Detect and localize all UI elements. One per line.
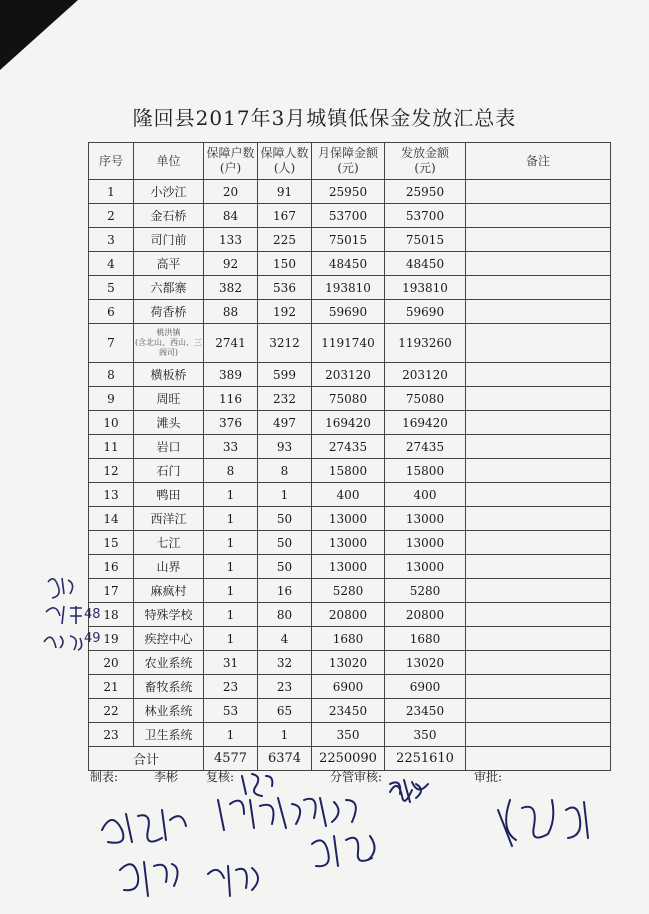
row-paid-amount: 350	[385, 723, 466, 747]
row-unit: 麻疯村	[134, 579, 204, 603]
row-households: 92	[204, 252, 258, 276]
row-number: 20	[89, 651, 134, 675]
row-paid-amount: 13000	[385, 531, 466, 555]
row-persons: 50	[258, 531, 312, 555]
row-unit: 高平	[134, 252, 204, 276]
header-unit: 单位	[134, 143, 204, 180]
table-row	[89, 723, 611, 747]
supervisor-label: 分管审核:	[330, 770, 383, 784]
row-households: 1	[204, 603, 258, 627]
row-number: 19	[89, 627, 134, 651]
table-row	[89, 411, 611, 435]
row-households: 84	[204, 204, 258, 228]
row-monthly-amount: 1191740	[312, 324, 385, 363]
row-monthly-amount: 53700	[312, 204, 385, 228]
row-households: 389	[204, 363, 258, 387]
row-unit: 畜牧系统	[134, 675, 204, 699]
header-households: 保障户数 (户)	[204, 143, 258, 180]
row-number: 4	[89, 252, 134, 276]
header-row	[89, 143, 611, 180]
row-paid-amount: 75015	[385, 228, 466, 252]
row-persons: 80	[258, 603, 312, 627]
table-row	[89, 435, 611, 459]
summary-table	[88, 142, 611, 771]
row-number: 17	[89, 579, 134, 603]
row-persons: 91	[258, 180, 312, 204]
row-unit: 岩口	[134, 435, 204, 459]
row-persons: 150	[258, 252, 312, 276]
row-remarks	[466, 531, 611, 555]
row-persons: 93	[258, 435, 312, 459]
row-paid-amount: 15800	[385, 459, 466, 483]
margin-note-19: 49	[84, 631, 101, 646]
table-row	[89, 300, 611, 324]
row-remarks	[466, 507, 611, 531]
row-persons: 536	[258, 276, 312, 300]
row-monthly-amount: 193810	[312, 276, 385, 300]
total-households: 4577	[204, 747, 258, 771]
row-number: 6	[89, 300, 134, 324]
row-number: 8	[89, 363, 134, 387]
table-row	[89, 531, 611, 555]
row-households: 376	[204, 411, 258, 435]
table-body	[89, 180, 611, 747]
row-remarks	[466, 252, 611, 276]
row-paid-amount: 5280	[385, 579, 466, 603]
total-remarks	[466, 747, 611, 771]
table-row	[89, 627, 611, 651]
row-monthly-amount: 13000	[312, 531, 385, 555]
row-unit: 农业系统	[134, 651, 204, 675]
row-number: 23	[89, 723, 134, 747]
row-paid-amount: 13000	[385, 555, 466, 579]
handwritten-signatures	[90, 770, 630, 910]
row-remarks	[466, 675, 611, 699]
table-row	[89, 507, 611, 531]
row-unit: 司门前	[134, 228, 204, 252]
row-paid-amount: 75080	[385, 387, 466, 411]
row-number: 12	[89, 459, 134, 483]
row-unit: 小沙江	[134, 180, 204, 204]
row-persons: 32	[258, 651, 312, 675]
page-title: 隆回县2017年3月城镇低保金发放汇总表	[132, 106, 517, 130]
row-remarks	[466, 387, 611, 411]
row-unit: 周旺	[134, 387, 204, 411]
row-paid-amount: 59690	[385, 300, 466, 324]
row-monthly-amount: 75080	[312, 387, 385, 411]
row-remarks	[466, 603, 611, 627]
table-row	[89, 675, 611, 699]
row-persons: 50	[258, 507, 312, 531]
row-households: 88	[204, 300, 258, 324]
row-remarks	[466, 300, 611, 324]
row-paid-amount: 25950	[385, 180, 466, 204]
row-monthly-amount: 203120	[312, 363, 385, 387]
row-households: 1	[204, 507, 258, 531]
reviewer-label: 复核:	[206, 770, 235, 784]
row-number: 18	[89, 603, 134, 627]
row-persons: 1	[258, 723, 312, 747]
row-persons: 16	[258, 579, 312, 603]
row-number: 15	[89, 531, 134, 555]
row-monthly-amount: 350	[312, 723, 385, 747]
table-row	[89, 555, 611, 579]
row-number: 13	[89, 483, 134, 507]
row-number: 9	[89, 387, 134, 411]
table-row	[89, 204, 611, 228]
row-unit: 六都寨	[134, 276, 204, 300]
row-remarks	[466, 363, 611, 387]
header-no: 序号	[89, 143, 134, 180]
row-persons: 1	[258, 483, 312, 507]
table-row	[89, 363, 611, 387]
header-persons: 保障人数 (人)	[258, 143, 312, 180]
row-monthly-amount: 20800	[312, 603, 385, 627]
row-households: 1	[204, 483, 258, 507]
row-number: 7	[89, 324, 134, 363]
margin-handwriting-scribble	[40, 572, 90, 662]
row-monthly-amount: 25950	[312, 180, 385, 204]
row-number: 11	[89, 435, 134, 459]
row-paid-amount: 203120	[385, 363, 466, 387]
row-number: 3	[89, 228, 134, 252]
row-persons: 232	[258, 387, 312, 411]
row-number: 22	[89, 699, 134, 723]
header-monthly-amount: 月保障金额 (元)	[312, 143, 385, 180]
row-monthly-amount: 15800	[312, 459, 385, 483]
total-paid: 2251610	[385, 747, 466, 771]
row-persons: 192	[258, 300, 312, 324]
row-households: 31	[204, 651, 258, 675]
table-row	[89, 699, 611, 723]
row-number: 16	[89, 555, 134, 579]
row-households: 33	[204, 435, 258, 459]
table-row	[89, 180, 611, 204]
total-row	[89, 747, 611, 771]
row-unit: 疾控中心	[134, 627, 204, 651]
row-households: 1	[204, 723, 258, 747]
row-persons: 599	[258, 363, 312, 387]
row-remarks	[466, 555, 611, 579]
table-row	[89, 651, 611, 675]
row-number: 10	[89, 411, 134, 435]
row-unit: 西洋江	[134, 507, 204, 531]
row-paid-amount: 169420	[385, 411, 466, 435]
table-row	[89, 324, 611, 363]
row-unit: 石门	[134, 459, 204, 483]
row-unit: 横板桥	[134, 363, 204, 387]
row-remarks	[466, 699, 611, 723]
table-row	[89, 387, 611, 411]
row-unit: 鸭田	[134, 483, 204, 507]
scanner-shadow-corner	[0, 0, 78, 70]
row-unit: 金石桥	[134, 204, 204, 228]
row-persons: 497	[258, 411, 312, 435]
row-households: 133	[204, 228, 258, 252]
row-remarks	[466, 723, 611, 747]
row-paid-amount: 1680	[385, 627, 466, 651]
header-remarks: 备注	[466, 143, 611, 180]
row-households: 20	[204, 180, 258, 204]
row-households: 23	[204, 675, 258, 699]
row-remarks	[466, 204, 611, 228]
row-monthly-amount: 13000	[312, 555, 385, 579]
row-remarks	[466, 411, 611, 435]
row-monthly-amount: 48450	[312, 252, 385, 276]
table-row	[89, 459, 611, 483]
row-remarks	[466, 276, 611, 300]
row-unit: 七江	[134, 531, 204, 555]
row-remarks	[466, 483, 611, 507]
approver-label: 审批:	[474, 770, 503, 784]
row-remarks	[466, 627, 611, 651]
row-paid-amount: 400	[385, 483, 466, 507]
row-remarks	[466, 228, 611, 252]
row-number: 2	[89, 204, 134, 228]
total-persons: 6374	[258, 747, 312, 771]
row-number: 5	[89, 276, 134, 300]
row-remarks	[466, 435, 611, 459]
row-persons: 225	[258, 228, 312, 252]
row-paid-amount: 193810	[385, 276, 466, 300]
row-households: 1	[204, 579, 258, 603]
row-remarks	[466, 579, 611, 603]
row-persons: 8	[258, 459, 312, 483]
table-row	[89, 483, 611, 507]
row-persons: 3212	[258, 324, 312, 363]
row-households: 1	[204, 627, 258, 651]
row-persons: 167	[258, 204, 312, 228]
preparer-label: 制表:	[90, 770, 119, 784]
row-monthly-amount: 27435	[312, 435, 385, 459]
row-remarks	[466, 180, 611, 204]
row-unit: 特殊学校	[134, 603, 204, 627]
row-unit: 山界	[134, 555, 204, 579]
row-persons: 4	[258, 627, 312, 651]
table-row	[89, 579, 611, 603]
row-monthly-amount: 59690	[312, 300, 385, 324]
header-paid-amount: 发放金额 (元)	[385, 143, 466, 180]
row-paid-amount: 13020	[385, 651, 466, 675]
row-households: 382	[204, 276, 258, 300]
row-unit: 滩头	[134, 411, 204, 435]
row-persons: 65	[258, 699, 312, 723]
row-paid-amount: 6900	[385, 675, 466, 699]
row-paid-amount: 48450	[385, 252, 466, 276]
row-monthly-amount: 5280	[312, 579, 385, 603]
row-persons: 23	[258, 675, 312, 699]
row-paid-amount: 23450	[385, 699, 466, 723]
row-paid-amount: 27435	[385, 435, 466, 459]
row-households: 2741	[204, 324, 258, 363]
table-row	[89, 228, 611, 252]
table-row	[89, 603, 611, 627]
row-households: 1	[204, 555, 258, 579]
row-monthly-amount: 6900	[312, 675, 385, 699]
row-monthly-amount: 13020	[312, 651, 385, 675]
row-remarks	[466, 459, 611, 483]
row-monthly-amount: 400	[312, 483, 385, 507]
row-number: 1	[89, 180, 134, 204]
total-monthly: 2250090	[312, 747, 385, 771]
row-unit: 荷香桥	[134, 300, 204, 324]
margin-note-18: 48	[84, 607, 101, 622]
row-unit: 林业系统	[134, 699, 204, 723]
row-paid-amount: 13000	[385, 507, 466, 531]
row-unit: 桃洪镇 (含北山、西山、三阁司)	[134, 324, 204, 363]
preparer-name: 李彬	[154, 770, 179, 784]
row-unit: 卫生系统	[134, 723, 204, 747]
row-paid-amount: 1193260	[385, 324, 466, 363]
row-number: 14	[89, 507, 134, 531]
row-persons: 50	[258, 555, 312, 579]
row-remarks	[466, 651, 611, 675]
row-monthly-amount: 23450	[312, 699, 385, 723]
row-monthly-amount: 169420	[312, 411, 385, 435]
row-households: 1	[204, 531, 258, 555]
row-number: 21	[89, 675, 134, 699]
row-households: 53	[204, 699, 258, 723]
table-row	[89, 276, 611, 300]
row-monthly-amount: 1680	[312, 627, 385, 651]
row-households: 116	[204, 387, 258, 411]
total-label: 合计	[89, 747, 204, 771]
row-households: 8	[204, 459, 258, 483]
row-paid-amount: 53700	[385, 204, 466, 228]
row-monthly-amount: 75015	[312, 228, 385, 252]
row-monthly-amount: 13000	[312, 507, 385, 531]
table-row	[89, 252, 611, 276]
row-remarks	[466, 324, 611, 363]
row-paid-amount: 20800	[385, 603, 466, 627]
